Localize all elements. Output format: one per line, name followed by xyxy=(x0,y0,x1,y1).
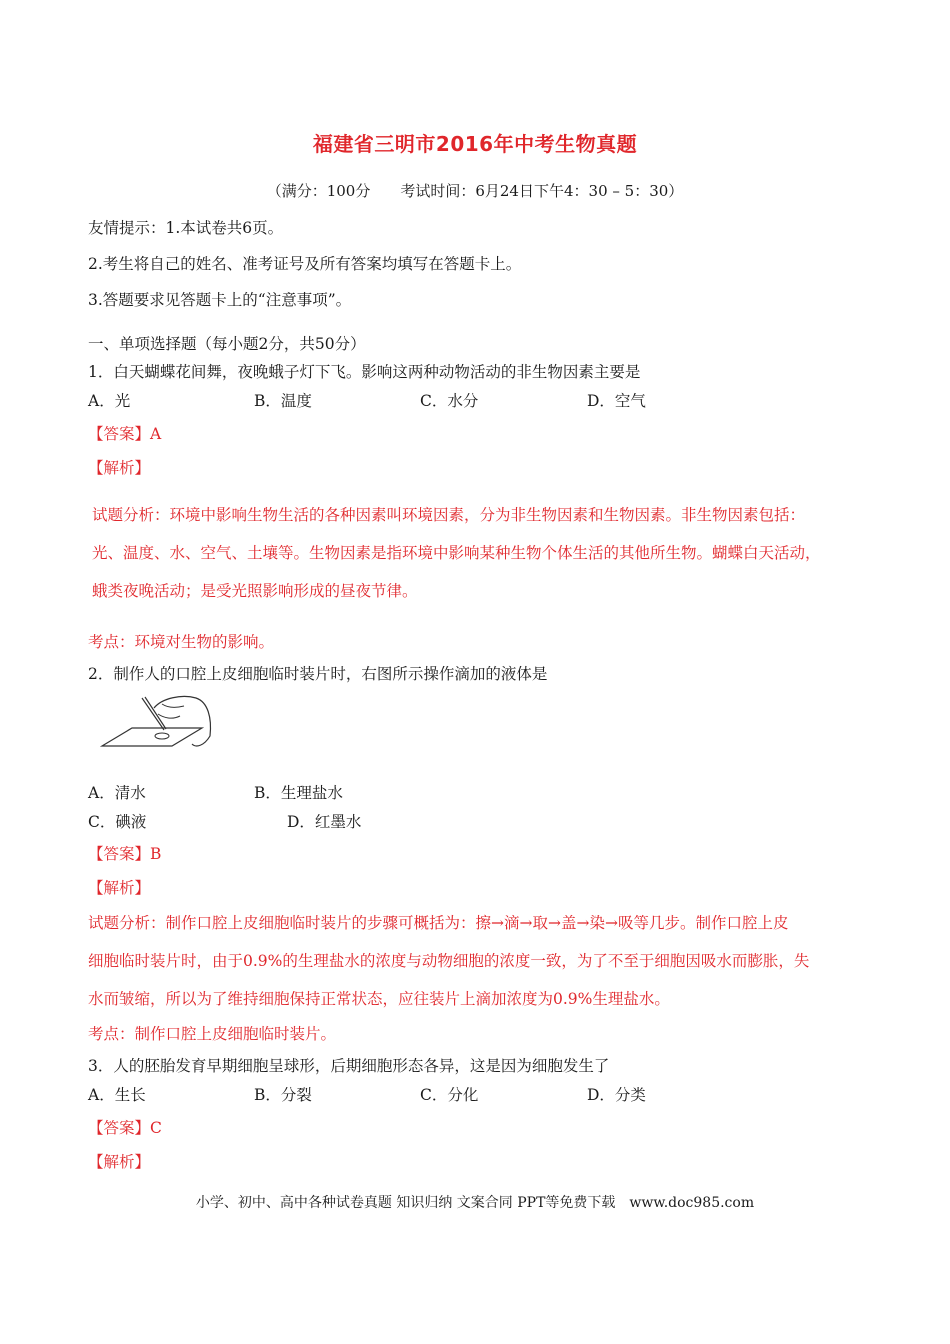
q2-analysis-line-2: 细胞临时装片时，由于0.9%的生理盐水的浓度与动物细胞的浓度一致，为了不至于细胞因吸水而膨胀，失 xyxy=(88,952,810,970)
page-title: 福建省三明市2016年中考生物真题 xyxy=(312,132,638,156)
q3-answer: 【答案】C xyxy=(88,1119,162,1137)
q1-answer: 【答案】A xyxy=(88,425,162,443)
q2-stem: 2．制作人的口腔上皮细胞临时装片时，右图所示操作滴加的液体是 xyxy=(88,665,548,683)
q2-option-b: B．生理盐水 xyxy=(254,784,343,802)
q3-option-b: B．分裂 xyxy=(254,1086,312,1104)
q2-point: 考点：制作口腔上皮细胞临时装片。 xyxy=(88,1025,337,1043)
q1-analysis-line-3: 蛾类夜晚活动；是受光照影响形成的昼夜节律。 xyxy=(92,582,418,600)
page-footer: 小学、初中、高中各种试卷真题 知识归纳 文案合同 PPT等免费下载 www.doc985.com xyxy=(195,1195,755,1211)
q1-option-b: B．温度 xyxy=(254,392,312,410)
q1-analysis-line-1: 试题分析：环境中影响生物生活的各种因素叫环境因素，分为非生物因素和生物因素。非生物因素包括： xyxy=(92,506,806,524)
tip-line-1: 友情提示：1.本试卷共6页。 xyxy=(88,219,284,237)
q1-option-a: A．光 xyxy=(88,392,131,410)
q2-analysis-label: 【解析】 xyxy=(88,879,151,897)
q1-analysis-label: 【解析】 xyxy=(88,459,151,477)
q2-answer: 【答案】B xyxy=(88,845,162,863)
section-heading: 一、单项选择题（每小题2分，共50分） xyxy=(88,335,366,353)
q2-analysis-line-1: 试题分析：制作口腔上皮细胞临时装片的步骤可概括为：擦→滴→取→盖→染→吸等几步。制作口腔上皮 xyxy=(88,914,789,932)
exam-meta: （满分：100分 考试时间：6月24日下午4：30 – 5：30） xyxy=(266,182,684,200)
q2-option-a: A．清水 xyxy=(88,784,146,802)
q1-stem: 1．白天蝴蝶花间舞，夜晚蛾子灯下飞。影响这两种动物活动的非生物因素主要是 xyxy=(88,363,641,381)
q1-point: 考点：环境对生物的影响。 xyxy=(88,633,275,651)
q1-option-c: C．水分 xyxy=(420,392,479,410)
dropper-slide-figure xyxy=(92,688,216,758)
q2-option-c: C．碘液 xyxy=(88,813,147,831)
q3-option-d: D．分类 xyxy=(587,1086,646,1104)
q3-stem: 3．人的胚胎发育早期细胞呈球形，后期细胞形态各异，这是因为细胞发生了 xyxy=(88,1057,610,1075)
q1-analysis-line-2: 光、温度、水、空气、土壤等。生物因素是指环境中影响某种生物个体生活的其他所生物。蝴蝶白天活动， xyxy=(92,544,821,562)
q1-option-d: D．空气 xyxy=(587,392,646,410)
q2-analysis-line-3: 水而皱缩，所以为了维持细胞保持正常状态，应往装片上滴加浓度为0.9%生理盐水。 xyxy=(88,990,670,1008)
q3-option-c: C．分化 xyxy=(420,1086,479,1104)
tip-line-3: 3.答题要求见答题卡上的“注意事项”。 xyxy=(88,291,352,309)
q3-analysis-label: 【解析】 xyxy=(88,1153,151,1171)
q3-option-a: A．生长 xyxy=(88,1086,146,1104)
q2-option-d: D．红墨水 xyxy=(287,813,362,831)
tip-line-2: 2.考生将自己的姓名、准考证号及所有答案均填写在答题卡上。 xyxy=(88,255,522,273)
